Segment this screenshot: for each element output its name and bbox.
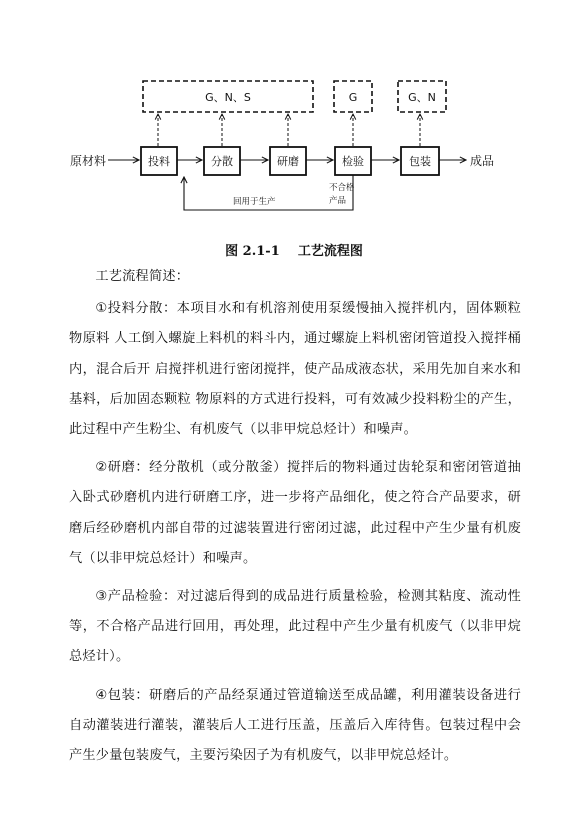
emission-box-gns xyxy=(143,81,313,112)
step-label-feeding: 投料 xyxy=(148,155,170,168)
description-intro: 工艺流程简述： xyxy=(95,269,190,284)
figure-caption: 图 2.1-1 工艺流程图 xyxy=(225,244,363,259)
emission-label-gn: G、N xyxy=(408,91,436,104)
step-label-inspection: 检验 xyxy=(342,155,364,168)
reject-label-line2: 产品 xyxy=(329,196,347,206)
step-box-feeding xyxy=(141,147,177,175)
emission-box-gn xyxy=(398,81,446,112)
step-label-packaging: 包装 xyxy=(409,155,431,168)
step-box-dispersion xyxy=(204,147,240,175)
emission-label-g: G xyxy=(348,91,358,104)
step-label-dispersion: 分散 xyxy=(211,155,233,168)
step-label-grinding: 研磨 xyxy=(277,155,299,168)
paragraph-feeding-dispersion: ①投料分散：本项目水和有机溶剂使用泵缓慢抽入搅拌机内，固体颗粒物原料 人工倒入螺旋上料机的料斗内，通过螺旋上料机密闭管道投入搅拌桶内，混合后开 启搅拌机进行密闭搅拌，使产品成液态状，采用先加自来水和基料，后加固态颗粒 物原料的方式进行投料，可有效减少投料粉尘的产生，此过程中产生粉尘、有机废气（以非甲烷总烃计）和噪声。 xyxy=(69,301,521,438)
emission-arrows xyxy=(158,114,420,146)
step-box-grinding xyxy=(270,147,306,175)
raw-material-label: 原材料 xyxy=(70,154,107,168)
paragraph-grinding: ②研磨：经分散机（或分散釜）搅拌后的物料通过齿轮泵和密闭管道抽入卧式砂磨机内进行研磨工序，进一步将产品细化，使之符合产品要求，研磨后经砂磨机内部自带的过滤装置进行密闭过滤，此过程中产生少量有机废气（以非甲烷总烃计）和噪声。 xyxy=(69,460,521,566)
return-label: 回用于生产 xyxy=(233,197,276,207)
reject-label-line1: 不合格 xyxy=(329,183,355,193)
emission-label-gns: G、N、S xyxy=(205,91,251,104)
emission-box-g xyxy=(334,81,372,112)
step-box-packaging xyxy=(401,147,439,175)
step-box-inspection xyxy=(335,147,371,175)
process-description xyxy=(69,262,521,779)
process-flow-diagram xyxy=(0,0,588,232)
product-label: 成品 xyxy=(470,154,495,168)
paragraph-inspection: ③产品检验：对过滤后得到的成品进行质量检验，检测其粘度、流动性等，不合格产品进行回用，再处理，此过程中产生少量有机废气（以非甲烷总烃计）。 xyxy=(69,589,521,665)
paragraph-packaging: ④包装：研磨后的产品经泵通过管道输送至成品罐，利用灌装设备进行自动灌装进行灌装，灌装后人工进行压盖，压盖后入库待售。包装过程中会产生少量包装废气，主要污染因子为有机废气，以非甲烷总烃计。 xyxy=(69,687,521,764)
